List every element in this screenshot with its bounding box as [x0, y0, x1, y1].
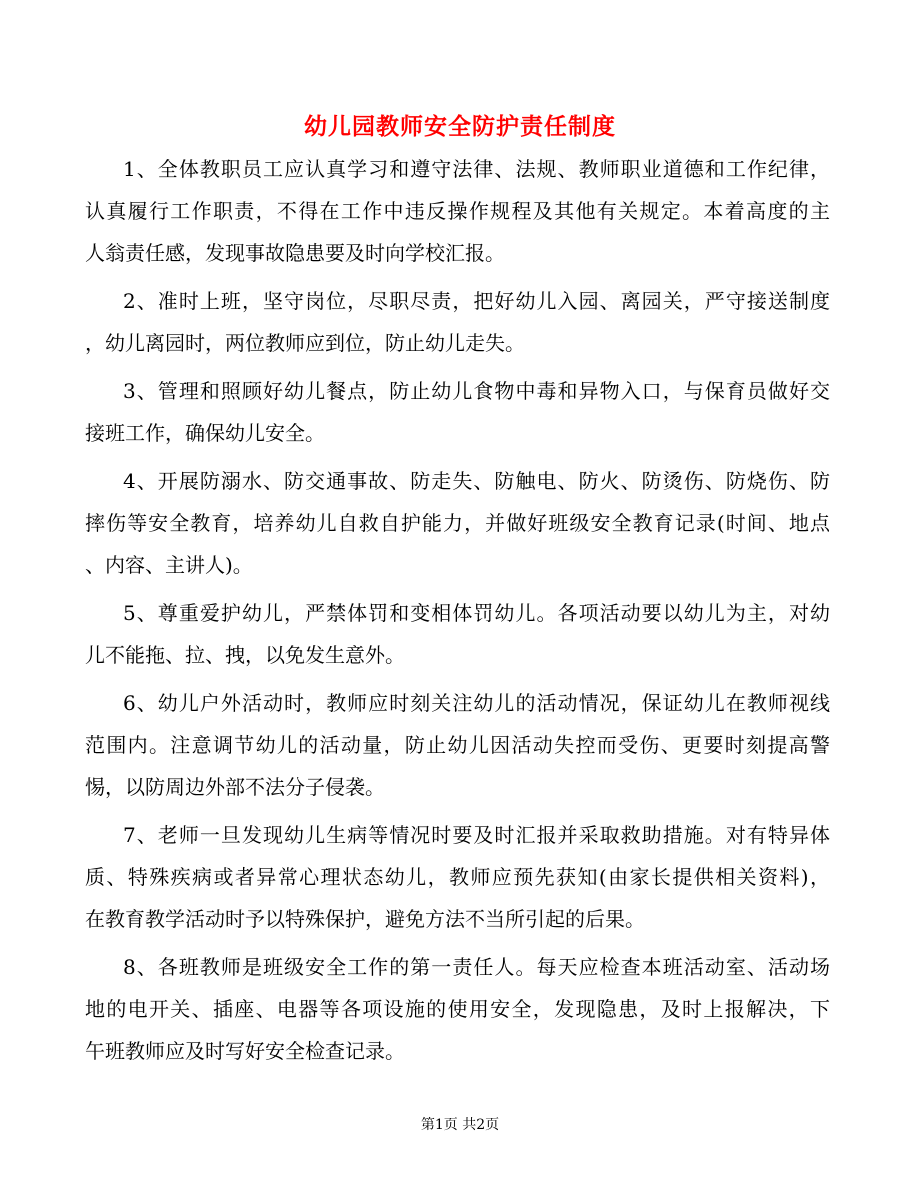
- text-line: 认真履行工作职责，不得在工作中违反操作规程及其他有关规定。本着高度的主: [85, 199, 830, 223]
- paragraph-7: [85, 814, 830, 940]
- text-line: 2、准时上班，坚守岗位，尽职尽责，把好幼儿入园、离园关，严守接送制度: [123, 289, 830, 313]
- text-line: 3、管理和照顾好幼儿餐点，防止幼儿食物中毒和异物入口，与保育员做好交: [123, 379, 830, 403]
- paragraph-2: [85, 280, 830, 364]
- document-body: [85, 148, 830, 1078]
- document-title: 幼儿园教师安全防护责任制度: [304, 113, 616, 140]
- text-line: 人翁责任感，发现事故隐患要及时向学校汇报。: [85, 241, 505, 265]
- paragraph-8: [85, 946, 830, 1072]
- text-line: 质、特殊疾病或者异常心理状态幼儿，教师应预先获知(由家长提供相关资料)，: [85, 865, 830, 889]
- text-line: 1、全体教职员工应认真学习和遵守法律、法规、教师职业道德和工作纪律，: [123, 157, 830, 181]
- text-line: 摔伤等安全教育，培养幼儿自救自护能力，并做好班级安全教育记录(时间、地点: [85, 511, 830, 535]
- paragraph-4: [85, 460, 830, 586]
- text-line: 6、幼儿户外活动时，教师应时刻关注幼儿的活动情况，保证幼儿在教师视线: [123, 691, 830, 715]
- text-line: 午班教师应及时写好安全检查记录。: [85, 1039, 405, 1063]
- text-line: 惕，以防周边外部不法分子侵袭。: [85, 775, 385, 799]
- text-line: 4、开展防溺水、防交通事故、防走失、防触电、防火、防烫伤、防烧伤、防: [123, 469, 830, 493]
- text-line: 地的电开关、插座、电器等各项设施的使用安全，发现隐患，及时上报解决，下: [85, 997, 830, 1021]
- text-line: 5、尊重爱护幼儿，严禁体罚和变相体罚幼儿。各项活动要以幼儿为主，对幼: [123, 601, 830, 625]
- text-line: 接班工作，确保幼儿安全。: [85, 421, 325, 445]
- paragraph-5: [85, 592, 830, 676]
- text-line: 8、各班教师是班级安全工作的第一责任人。每天应检查本班活动室、活动场: [123, 955, 830, 979]
- text-line: 儿不能拖、拉、拽，以免发生意外。: [85, 643, 405, 667]
- paragraph-3: [85, 370, 830, 454]
- text-line: 7、老师一旦发现幼儿生病等情况时要及时汇报并采取救助措施。对有特异体: [123, 823, 830, 847]
- page-footer: 第1页 共2页: [420, 1117, 500, 1133]
- text-line: ，幼儿离园时，两位教师应到位，防止幼儿走失。: [85, 331, 525, 355]
- text-line: 在教育教学活动时予以特殊保护，避免方法不当所引起的后果。: [85, 907, 645, 931]
- paragraph-1: [85, 148, 830, 274]
- text-line: 范围内。注意调节幼儿的活动量，防止幼儿因活动失控而受伤、更要时刻提高警: [85, 733, 830, 757]
- text-line: 、内容、主讲人)。: [85, 553, 253, 577]
- paragraph-6: [85, 682, 830, 808]
